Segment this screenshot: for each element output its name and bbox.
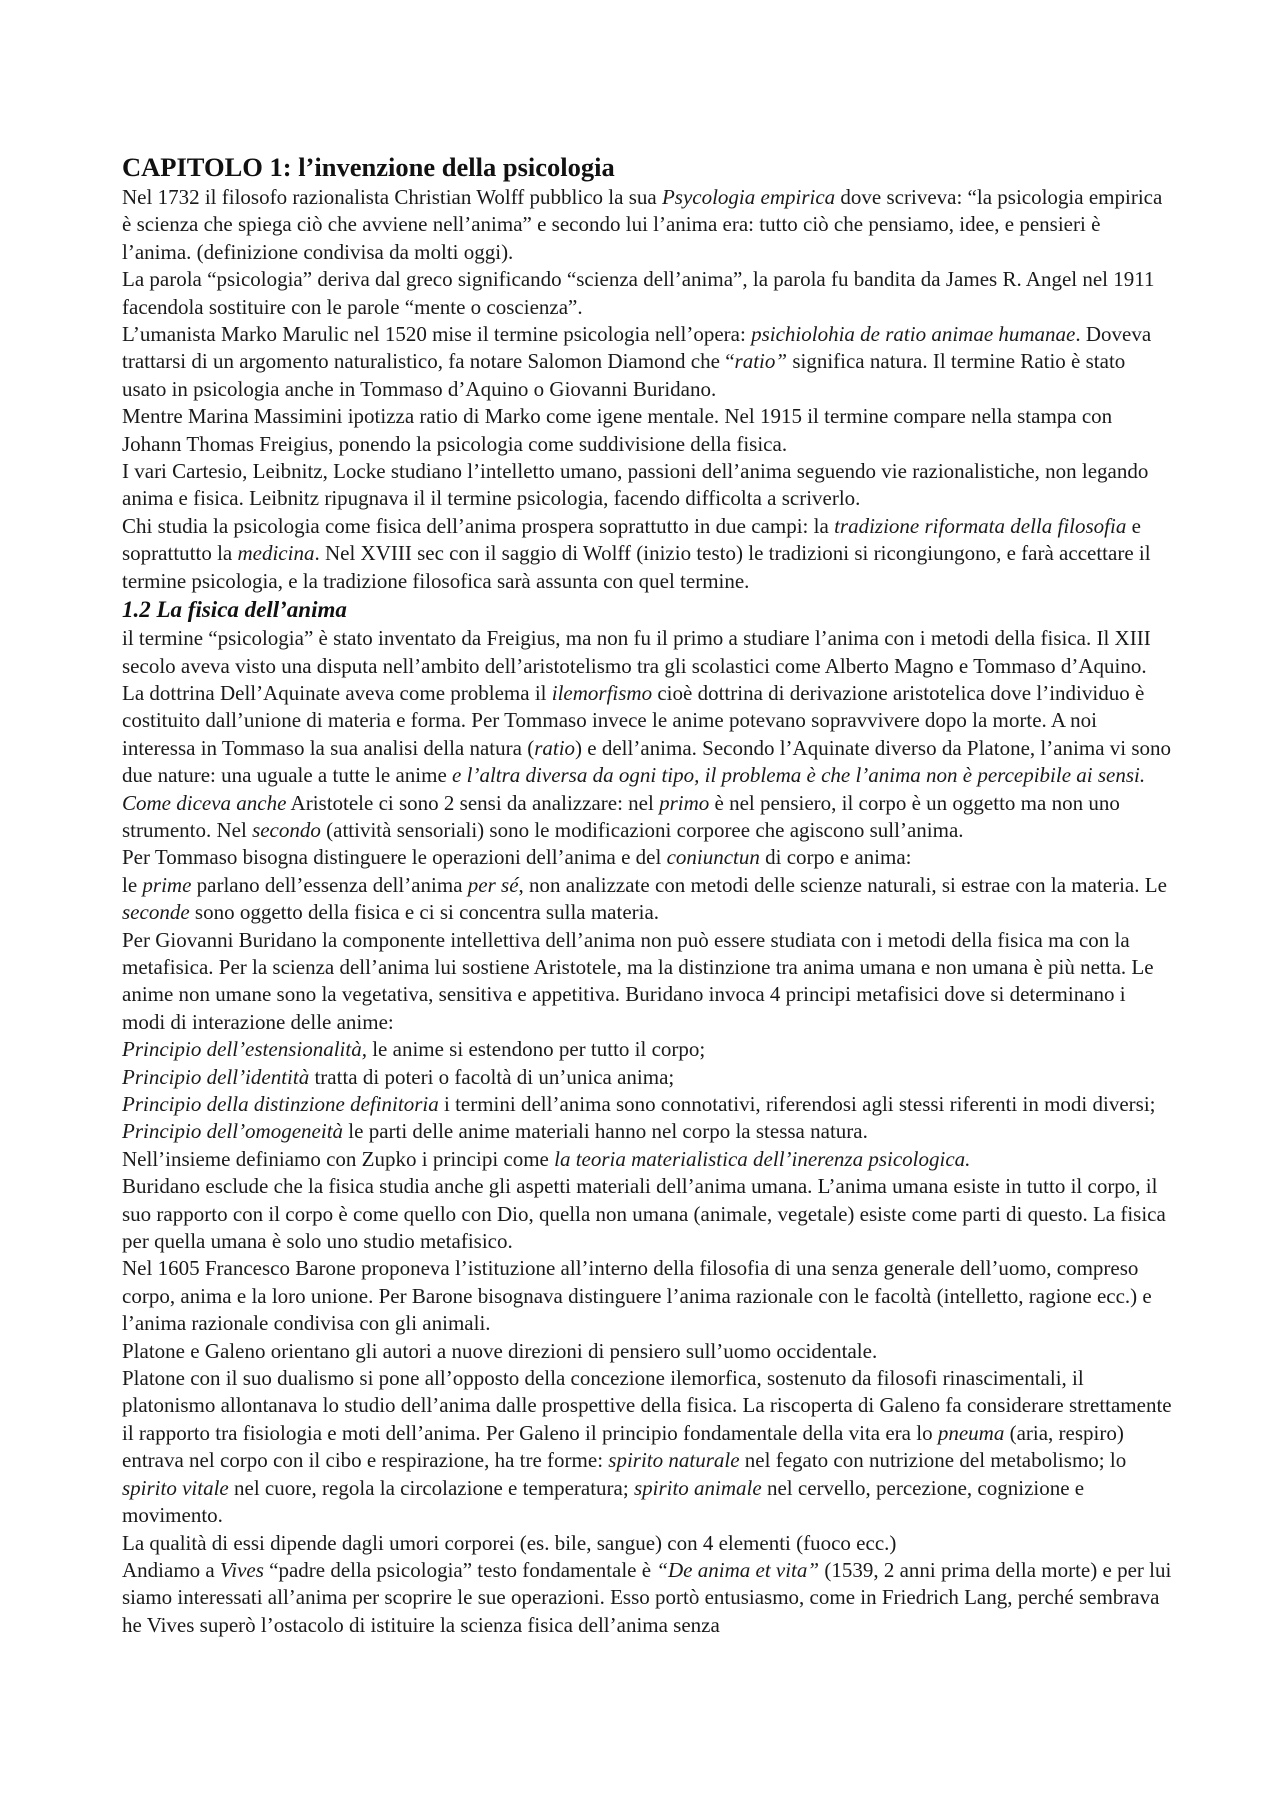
paragraph: Buridano esclude che la fisica studia anche gli aspetti materiali dell’anima umana. L’anima umana esiste in tutto il corpo, il suo rapporto con il corpo è come quello con Dio, quella non umana (animale, vegetale) esiste come parti di questo. La fisica per quella umana è solo uno studio metafisico. — [122, 1174, 1166, 1254]
principle-item: Principio della distinzione definitoria i termini dell’anima sono connotativi, riferendosi agli stessi riferenti in modi diversi; — [122, 1092, 1156, 1116]
paragraph: Per Giovanni Buridano la componente intellettiva dell’anima non può essere studiata con i metodi della fisica ma con la metafisica. Per la scienza dell’anima lui sostiene Aristotele, ma la distinzione tra anima umana e non umana è più netta. Le anime non umane sono la vegetativa, sensitiva e appetitiva. Buridano invoca 4 principi metafisici dove si determinano i modi di interazione delle anime: — [122, 927, 1154, 1034]
paragraph: le prime parlano dell’essenza dell’anima per sé, non analizzate con metodi delle scienze naturali, si estrae con la materia. Le seconde sono oggetto della fisica e ci si concentra sulla materia. — [122, 872, 1167, 925]
principle-item: Principio dell’omogeneità le parti delle anime materiali hanno nel corpo la stessa natura. — [122, 1119, 868, 1144]
principle-item: Principio dell’identità tratta di poteri o facoltà di un’unica anima; — [122, 1064, 675, 1089]
document-page — [122, 150, 1172, 1639]
paragraph: Andiamo a Vives “padre della psicologia” testo fondamentale è “De anima et vita” (1539, 2 anni prima della morte) e per lui siamo interessati all’anima per scoprire le sue operazioni. Esso portò entusiasmo, come in Friedrich Lang, perché sembrava he Vives superò l’ostacolo di istituire la scienza fisica dell’anima senza — [122, 1557, 1172, 1637]
paragraph: Nel 1605 Francesco Barone proponeva l’istituzione all’interno della filosofia di una senza generale dell’uomo, compreso corpo, anima e la loro unione. Per Barone bisognava distinguere l’anima razionale con le facoltà (intelletto, ragione ecc.) e l’anima razionale condivisa con gli animali. — [122, 1256, 1152, 1336]
paragraph: Nel 1732 il filosofo razionalista Christian Wolff pubblico la sua Psycologia empirica dove scriveva: “la psicologia empirica è scienza che spiega ciò che avviene nell’anima” e secondo lui l’anima era: tutto ciò che pensiamo, idee, e pensieri è l’anima. (definizione condivisa da molti oggi). — [122, 185, 1163, 264]
chapter-title: CAPITOLO 1: l’invenzione della psicologia — [122, 152, 615, 182]
paragraph: Chi studia la psicologia come fisica dell’anima prospera soprattutto in due campi: la tradizione riformata della filosofia e soprattutto la medicina. Nel XVIII sec con il saggio di Wolff (inizio testo) le tradizioni si ricongiungono, e farà accettare il termine psicologia, e la tradizione filosofica sarà assunta con quel termine. — [122, 513, 1151, 593]
paragraph: Mentre Marina Massimini ipotizza ratio di Marko come igene mentale. Nel 1915 il termine compare nella stampa con Johann Thomas Freigius, ponendo la psicologia come suddivisione della fisica. — [122, 404, 1113, 456]
paragraph: I vari Cartesio, Leibnitz, Locke studiano l’intelletto umano, passioni dell’anima seguendo vie razionalistiche, non legando anima e fisica. Leibnitz ripugnava il il termine psicologia, facendo difficolta a scriverlo. — [122, 459, 1149, 511]
section-heading: 1.2 La fisica dell’anima — [122, 597, 347, 623]
paragraph: L’umanista Marko Marulic nel 1520 mise il termine psicologia nell’opera: psichiolohia de ratio animae humanae. Doveva trattarsi di un argomento naturalistico, fa notare Salomon Diamond che “ratio” significa natura. Il termine Ratio è stato usato in psicologia anche in Tommaso d’Aquino o Giovanni Buridano. — [122, 322, 1152, 401]
paragraph: La qualità di essi dipende dagli umori corporei (es. bile, sangue) con 4 elementi (fuoco ecc.) — [122, 1530, 897, 1555]
paragraph: il termine “psicologia” è stato inventato da Freigius, ma non fu il primo a studiare l’anima con i metodi della fisica. Il XIII secolo aveva visto una disputa nell’ambito dell’aristotelismo tra gli scolastici come Alberto Magno e Tommaso d’Aquino. La dottrina Dell’Aquinate aveva come problema il ilemorfismo cioè dottrina di derivazione aristotelica dove l’individuo è costituito dall’unione di materia e forma. Per Tommaso invece le anime potevano sopravvivere dopo la morte. A noi interessa in Tommaso la sua analisi della natura (ratio) e dell’anima. Secondo l’Aquinate diverso da Platone, l’anima vi sono due nature: una uguale a tutte le anime e l’altra diversa da ogni tipo, il problema è che l’anima non è percepibile ai sensi. Come diceva anche Aristotele ci sono 2 sensi da analizzare: nel primo è nel pensiero, il corpo è un oggetto ma non uno strumento. Nel secondo (attività sensoriali) sono le modificazioni corporee che agiscono sull’anima. — [122, 626, 1172, 842]
paragraph: Nell’insieme definiamo con Zupko i principi come la teoria materialistica dell’inerenza psicologica. — [122, 1146, 971, 1171]
paragraph: Platone con il suo dualismo si pone all’opposto della concezione ilemorfica, sostenuto da filosofi rinascimentali, il platonismo allontanava lo studio dell’anima dalle prospettive della fisica. La riscoperta di Galeno fa considerare strettamente il rapporto tra fisiologia e moti dell’anima. Per Galeno il principio fondamentale della vita era lo pneuma (aria, respiro) entrava nel corpo con il cibo e respirazione, ha tre forme: spirito naturale nel fegato con nutrizione del metabolismo; lo spirito vitale nel cuore, regola la circolazione e temperatura; spirito animale nel cervello, percezione, cognizione e movimento. — [122, 1366, 1172, 1528]
paragraph: Platone e Galeno orientano gli autori a nuove direzioni di pensiero sull’uomo occidentale. — [122, 1338, 878, 1363]
paragraph: La parola “psicologia” deriva dal greco significando “scienza dell’anima”, la parola fu bandita da James R. Angel nel 1911 facendola sostituire con le parole “mente o coscienza”. — [122, 267, 1155, 319]
paragraph: Per Tommaso bisogna distinguere le operazioni dell’anima e del coniunctun di corpo e anima: — [122, 845, 912, 870]
principle-item: Principio dell’estensionalità, le anime si estendono per tutto il corpo; — [122, 1037, 706, 1062]
